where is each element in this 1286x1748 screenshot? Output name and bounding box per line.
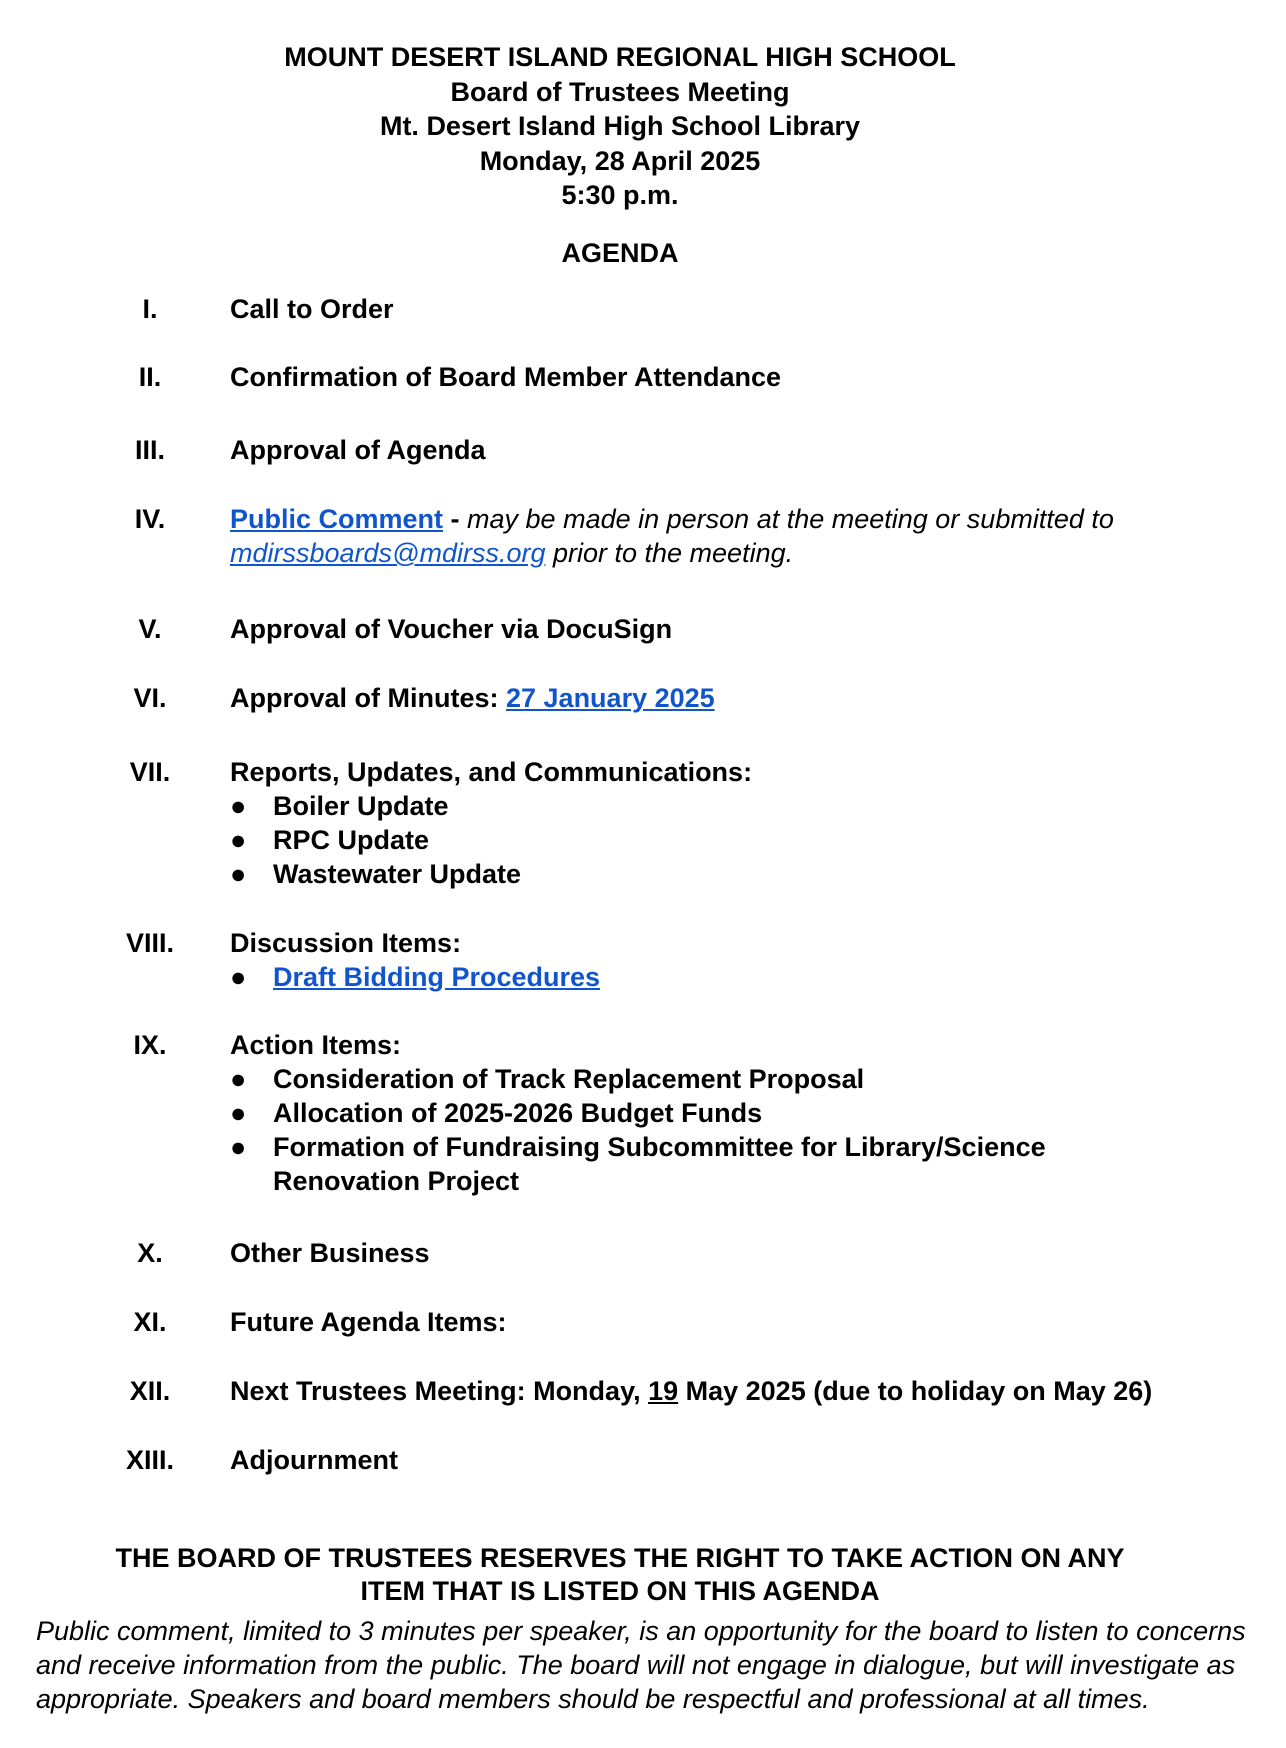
item-label-end: May 2025 (due to holiday on May 26) bbox=[678, 1376, 1153, 1406]
agenda-title: AGENDA bbox=[561, 238, 679, 268]
item-label: Confirmation of Board Member Attendance bbox=[230, 362, 782, 392]
list-item bbox=[230, 960, 1250, 994]
item-label: Future Agenda Items: bbox=[230, 1307, 507, 1337]
bullet-icon: ● bbox=[230, 1132, 247, 1162]
list-item: ● Allocation of 2025-2026 Budget Funds bbox=[230, 1098, 763, 1128]
public-comment-link[interactable]: Public Comment bbox=[230, 504, 444, 534]
reports-list bbox=[230, 789, 1250, 891]
meeting-time: 5:30 p.m. bbox=[561, 180, 679, 210]
notice-line-1: THE BOARD OF TRUSTEES RESERVES THE RIGHT TO TAKE ACTION ON ANY bbox=[115, 1543, 1125, 1573]
item-numeral: IV. bbox=[134, 504, 166, 534]
item-numeral: X. bbox=[137, 1238, 163, 1268]
item-numeral: V. bbox=[138, 614, 162, 644]
public-comment-text bbox=[230, 502, 1250, 570]
list-item: ● RPC Update bbox=[230, 825, 430, 855]
item-label: Action Items: bbox=[230, 1030, 402, 1060]
item-label: Adjournment bbox=[230, 1445, 398, 1475]
item-numeral: II. bbox=[138, 362, 162, 392]
bullet-icon: ● bbox=[230, 962, 247, 992]
public-comment-note: may be made in person at the meeting or submitted to bbox=[467, 504, 1114, 534]
item-numeral: XII. bbox=[129, 1376, 171, 1406]
notice-line-2: ITEM THAT IS LISTED ON THIS AGENDA bbox=[360, 1576, 880, 1606]
item-label: Approval of Minutes: bbox=[230, 683, 506, 713]
public-comment-disclaimer: Public comment, limited to 3 minutes per speaker, is an opportunity for the board to listen to concerns and receive information from the public. The board will not engage in dialogue, but will investigate as appropriate. Speakers and board members should be respectful and professional at all times. bbox=[36, 1616, 1246, 1714]
document-header bbox=[0, 40, 1240, 213]
item-label: Next Trustees Meeting: Monday, bbox=[230, 1376, 649, 1406]
item-numeral: I. bbox=[142, 294, 158, 324]
item-numeral: III. bbox=[134, 435, 165, 465]
discussion-list bbox=[230, 960, 1250, 994]
school-name: MOUNT DESERT ISLAND REGIONAL HIGH SCHOOL bbox=[284, 42, 956, 72]
meeting-day: 19 bbox=[648, 1376, 679, 1406]
item-numeral: VIII. bbox=[125, 928, 174, 958]
item-numeral: XI. bbox=[133, 1307, 167, 1337]
item-numeral: IX. bbox=[133, 1030, 167, 1060]
bullet-icon: ● bbox=[230, 825, 247, 855]
list-item: ● Wastewater Update bbox=[230, 859, 522, 889]
list-item: ● Boiler Update bbox=[230, 791, 449, 821]
action-list bbox=[230, 1062, 1250, 1198]
bullet-icon: ● bbox=[230, 1098, 247, 1128]
item-label: Discussion Items: bbox=[230, 928, 462, 958]
bullet-icon: ● bbox=[230, 791, 247, 821]
item-numeral: VI. bbox=[133, 683, 167, 713]
item-dash: - bbox=[443, 504, 468, 534]
list-item: ● Consideration of Track Replacement Proposal bbox=[230, 1064, 865, 1094]
bullet-icon: ● bbox=[230, 859, 247, 889]
meeting-name: Board of Trustees Meeting bbox=[450, 76, 790, 107]
minutes-link[interactable]: 27 January 2025 bbox=[506, 683, 715, 713]
item-label: Approval of Agenda bbox=[230, 435, 486, 465]
item-numeral: VII. bbox=[129, 757, 171, 787]
item-label: Call to Order bbox=[230, 294, 394, 324]
item-numeral: XIII. bbox=[125, 1445, 174, 1475]
bidding-procedures-link[interactable]: Draft Bidding Procedures bbox=[273, 962, 601, 992]
bullet-icon: ● bbox=[230, 1064, 247, 1094]
item-label: Reports, Updates, and Communications: bbox=[230, 757, 753, 787]
board-notice bbox=[0, 1542, 1240, 1608]
public-comment-note-end: prior to the meeting. bbox=[545, 538, 794, 568]
meeting-date: Monday, 28 April 2025 bbox=[479, 145, 761, 176]
meeting-location: Mt. Desert Island High School Library bbox=[379, 111, 861, 141]
list-item: ● Formation of Fundraising Subcommittee for Library/Science Renovation Project bbox=[230, 1132, 1046, 1196]
item-label: Approval of Voucher via DocuSign bbox=[230, 614, 673, 644]
email-link[interactable]: mdirssboards@mdirss.org bbox=[230, 538, 546, 568]
item-label: Other Business bbox=[230, 1238, 430, 1268]
